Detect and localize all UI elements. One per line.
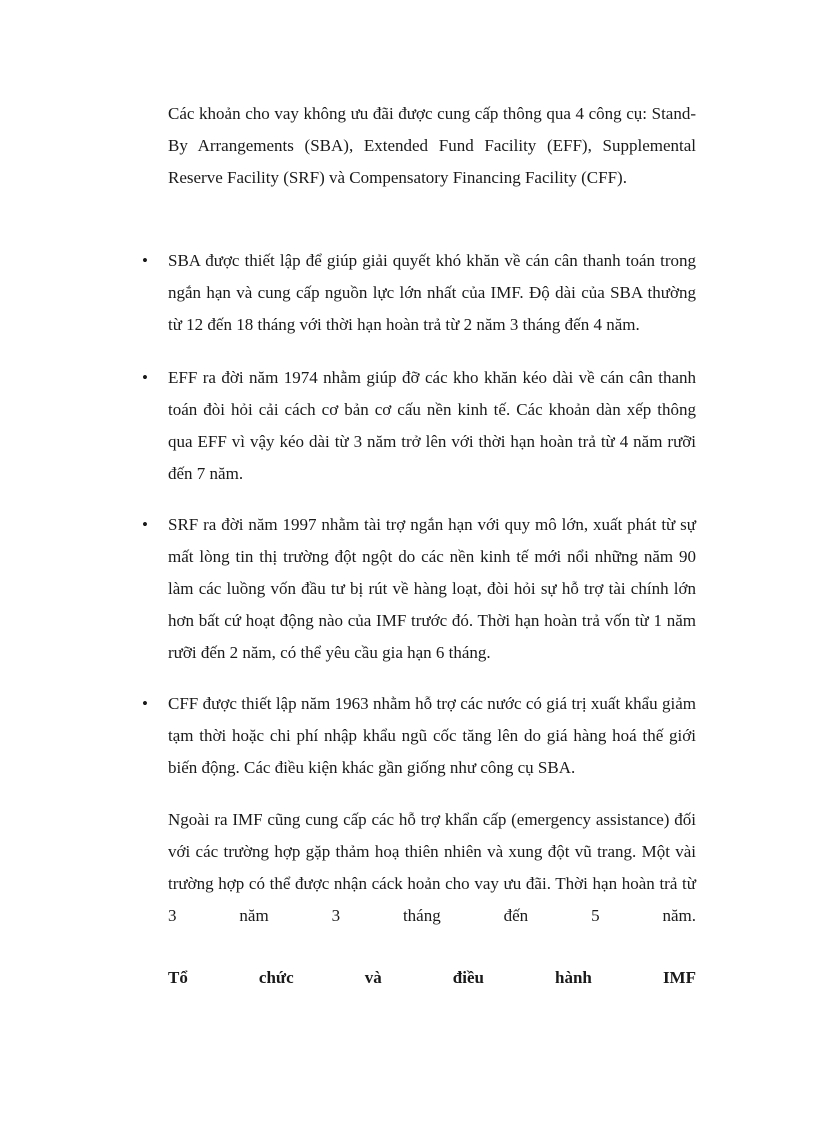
bullet-icon: • — [142, 515, 148, 534]
bullet-item-srf — [142, 509, 696, 669]
section-heading: Tổ chức và điều hành IMF — [168, 968, 696, 987]
bullet-item-eff — [142, 362, 696, 490]
bullet-icon: • — [142, 368, 148, 387]
bullet-icon: • — [142, 251, 148, 270]
bullet-item-cff — [142, 688, 696, 784]
bullet-icon: • — [142, 694, 148, 713]
bullet-item-sba — [142, 245, 696, 341]
bullet-text: CFF được thiết lập năm 1963 nhằm hỗ trợ các nước có giá trị xuất khẩu giảm tạm thời hoặc chi phí nhập khẩu ngũ cốc tăng lên do giá hàng hoá thế giới biến động. Các điều kiện khác gần giống như công cụ SBA. — [168, 694, 696, 777]
emergency-paragraph: Ngoài ra IMF cũng cung cấp các hỗ trợ khẩn cấp (emergency assistance) đối với các trường hợp gặp thảm hoạ thiên nhiên và xung đột vũ trang. Một vài trường hợp có thể được nhận cáck hoản cho vay ưu đãi. Thời hạn hoàn trả từ 3 năm 3 tháng đến 5 năm. — [168, 810, 696, 925]
bullet-text: SBA được thiết lập để giúp giải quyết khó khăn về cán cân thanh toán trong ngắn hạn và cung cấp nguồn lực lớn nhất của IMF. Độ dài của SBA thường từ 12 đến 18 tháng với thời hạn hoàn trả từ 2 năm 3 tháng đến 4 năm. — [168, 251, 696, 334]
bullet-text: SRF ra đời năm 1997 nhằm tài trợ ngắn hạn với quy mô lớn, xuất phát từ sự mất lòng tin thị trường đột ngột do các nền kinh tế mới nổi những năm 90 làm các luồng vốn đầu tư bị rút về hàng loạt, đòi hỏi sự hỗ trợ tài chính lớn hơn bất cứ hoạt động nào của IMF trước đó. Thời hạn hoàn trả vốn từ 1 năm rưỡi đến 2 năm, có thể yêu cầu gia hạn 6 tháng. — [168, 515, 696, 662]
bullet-text: EFF ra đời năm 1974 nhằm giúp đỡ các kho khăn kéo dài về cán cân thanh toán đòi hỏi cải cách cơ bản cơ cấu nền kinh tế. Các khoản dàn xếp thông qua EFF vì vậy kéo dài từ 3 năm trở lên với thời hạn hoàn trả từ 4 năm rưỡi đến 7 năm. — [168, 368, 696, 483]
intro-paragraph: Các khoản cho vay không ưu đãi được cung cấp thông qua 4 công cụ: Stand-By Arrangements (SBA), Extended Fund Facility (EFF), Supplemental Reserve Facility (SRF) và Compensatory Financing Facility (CFF). — [168, 104, 696, 187]
